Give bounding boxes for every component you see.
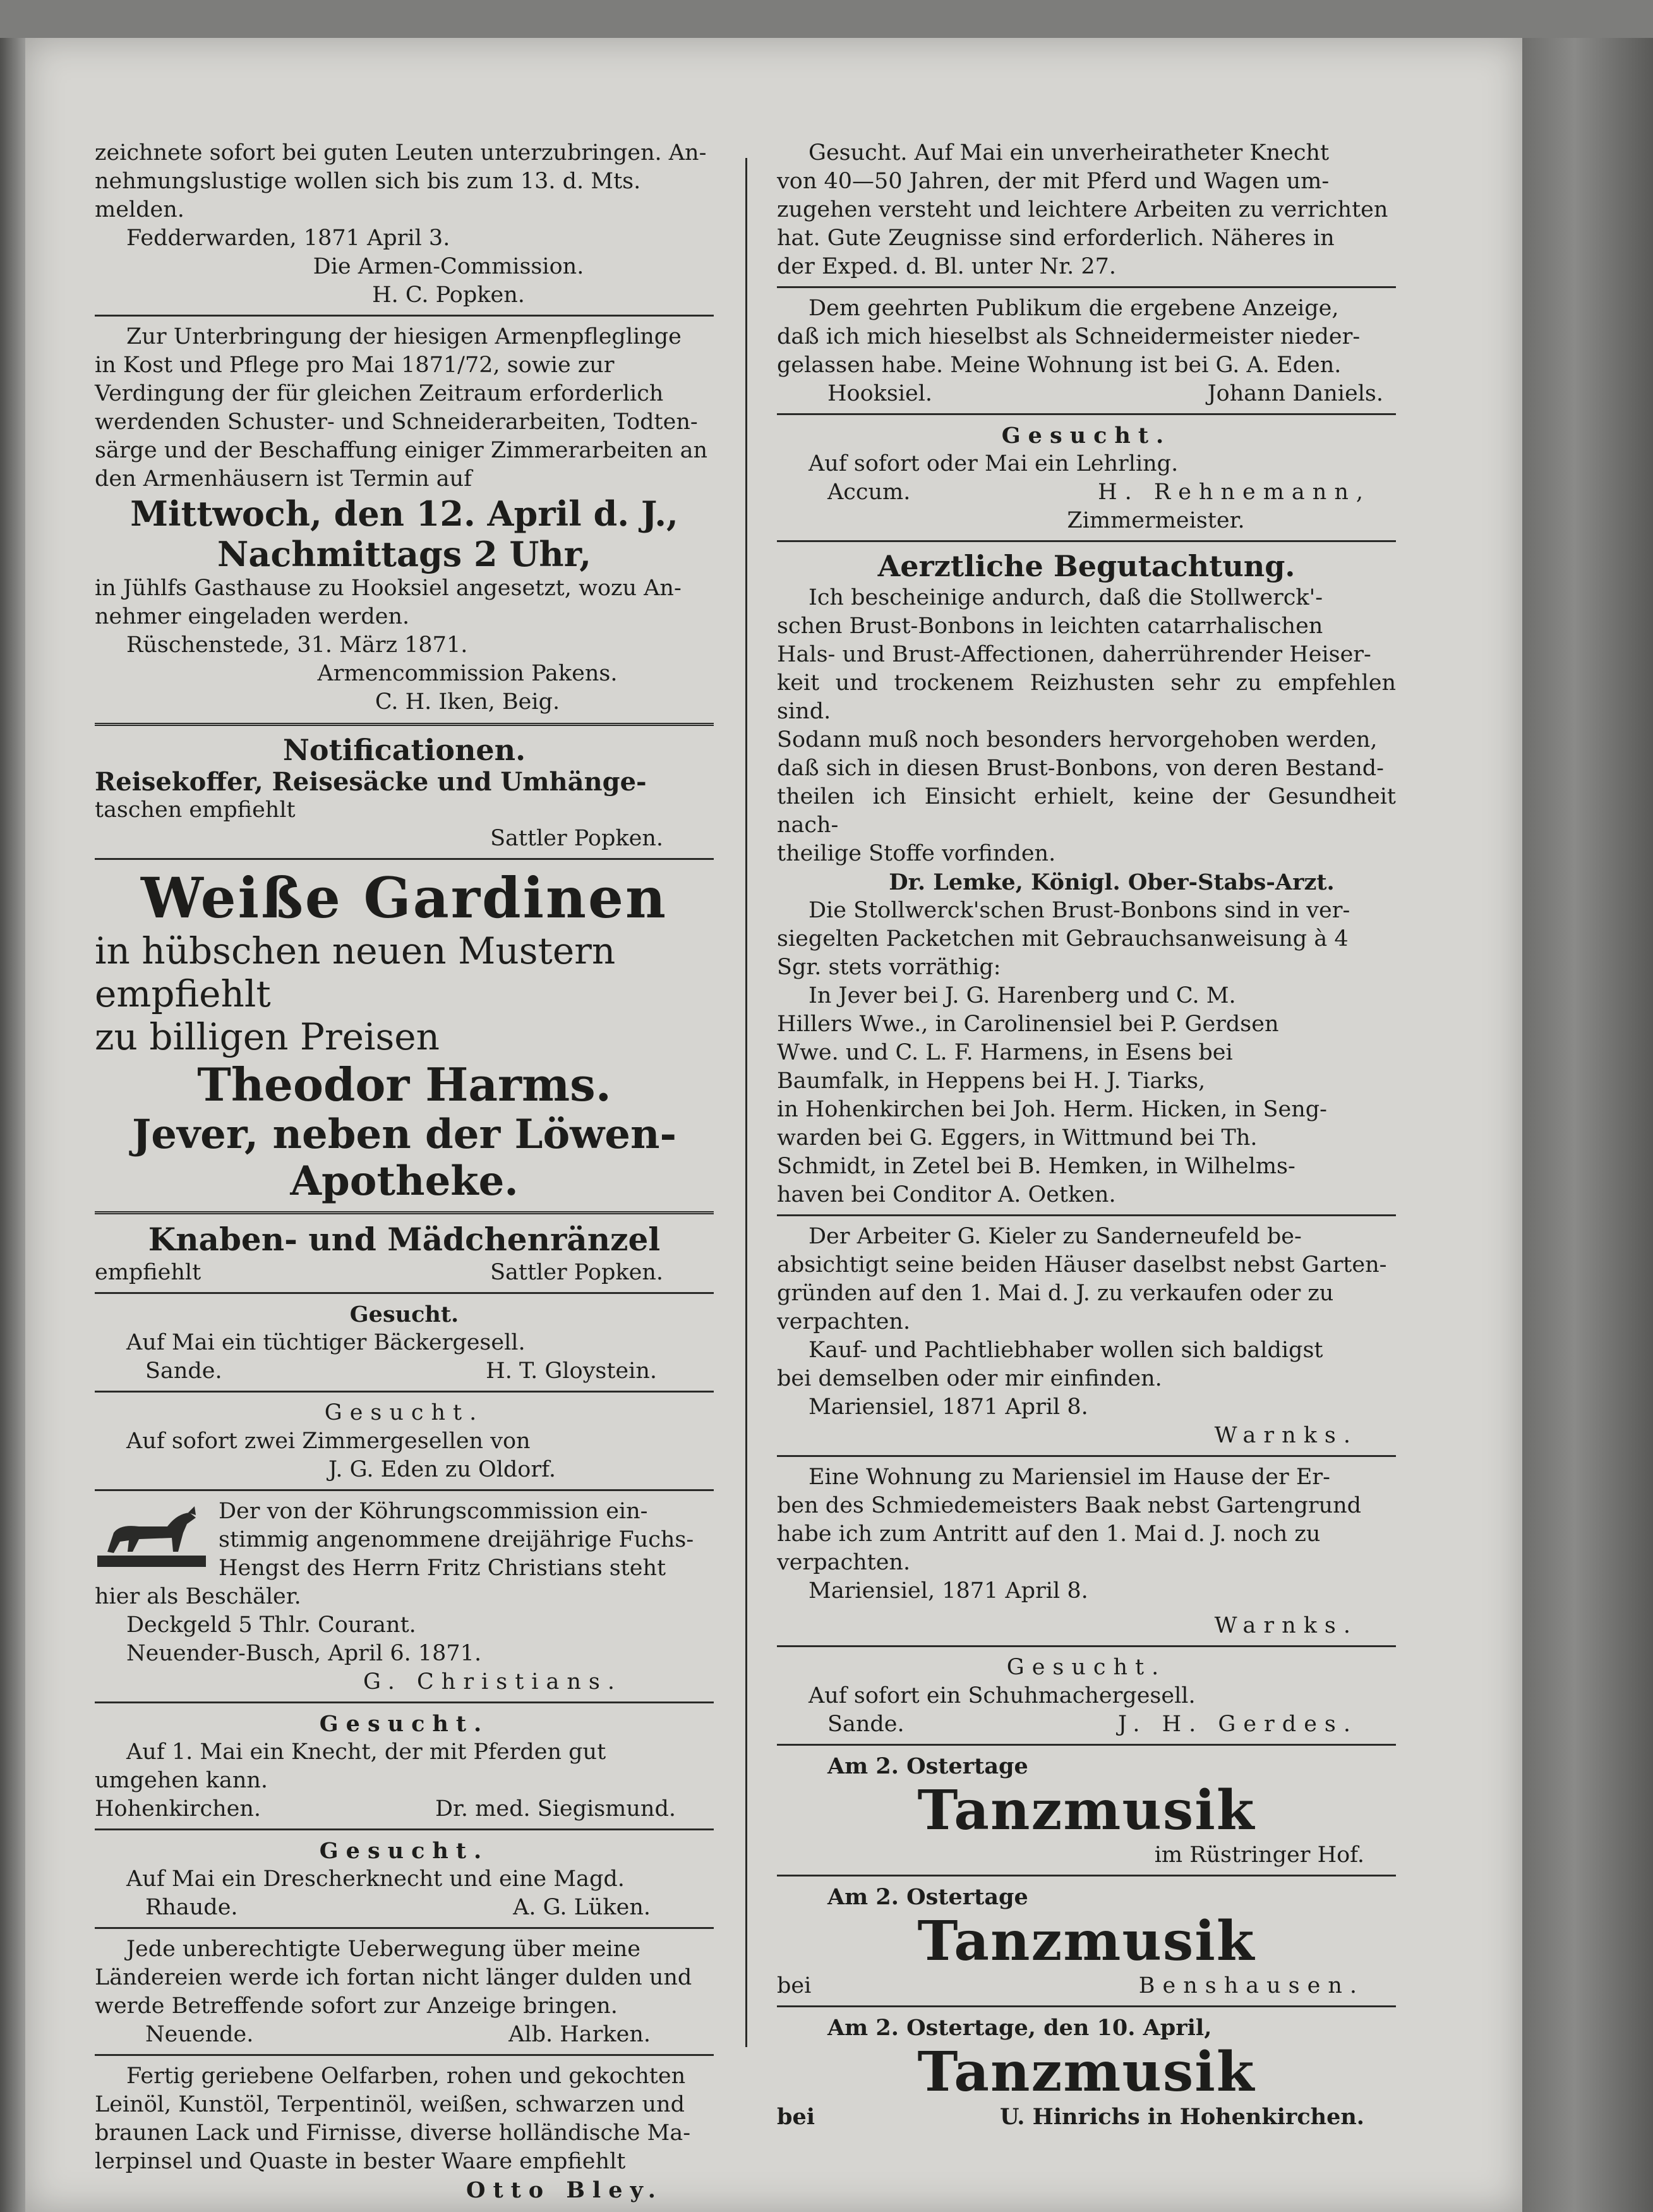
text-line: taschen empfiehlt (95, 797, 296, 823)
section-heading: Notificationen. (282, 733, 526, 767)
horse-icon (95, 1501, 208, 1571)
text-line: haven bei Conditor A. Oetken. (777, 1182, 1116, 1207)
text-line: in Hohenkirchen bei Joh. Herm. Hicken, in Seng- (777, 1097, 1328, 1122)
signature-name: G. Christians. (363, 1669, 622, 1695)
text-line: schen Brust-Bonbons in leichten catarrhalischen (777, 613, 1323, 639)
text-line: nehmer eingeladen werden. (95, 604, 410, 629)
text-line: särge und der Beschaffung einiger Zimmerarbeiten an (95, 438, 707, 463)
text-line: in Jühlfs Gasthause zu Hooksiel angesetzt, wozu An- (95, 576, 682, 601)
text-line: theilige Stoffe vorfinden. (777, 841, 1056, 866)
text-line: in Kost und Pflege pro Mai 1871/72, sowie zur (95, 353, 615, 378)
ad-knecht-gesucht (777, 139, 1396, 281)
event-title: Tanzmusik (917, 1779, 1256, 1842)
text-line: Eine Wohnung zu Mariensiel im Hause der Er- (808, 1465, 1330, 1490)
ad-tanzmusik-1 (777, 1752, 1396, 1870)
text-line: Auf sofort oder Mai ein Lehrling. (808, 451, 1179, 476)
text-line: werde Betreffende sofort zur Anzeige bringen. (95, 1993, 618, 2019)
divider (777, 1875, 1396, 1877)
text-line: daß ich mich hieselbst als Schneidermeister nieder- (777, 324, 1361, 349)
ad-baeckergesell (95, 1300, 714, 1386)
divider (95, 1927, 714, 1929)
text-line: empfiehlt (95, 1260, 201, 1285)
ad-drescherknecht (95, 1837, 714, 1922)
signature-name: Warnks. (1214, 1613, 1358, 1638)
divider (95, 1391, 714, 1393)
text-line: keit und trockenem Reizhusten sehr zu empfehlen sind. (777, 670, 1396, 724)
ad-heading: Gesucht. (1006, 1655, 1167, 1680)
signature-name: Dr. med. Siegismund. (435, 1796, 676, 1822)
place: Sande. (827, 1712, 905, 1737)
signature-name: Alb. Harken. (508, 2022, 651, 2047)
text-line: lerpinsel und Quaste in bester Waare empfiehlt (95, 2149, 626, 2174)
ad-headline: Weiße Gardinen (141, 865, 668, 931)
signature-name: A. G. Lüken. (513, 1895, 651, 1920)
text-line: Zur Unterbringung der hiesigen Armenpfleglinge (126, 324, 682, 349)
text-line: Auf sofort ein Schuhmachergesell. (808, 1683, 1196, 1708)
event-venue: im Rüstringer Hof. (1154, 1842, 1364, 1868)
divider (777, 1214, 1396, 1216)
divider (95, 1292, 714, 1294)
text-line: bei demselben oder mir einfinden. (777, 1366, 1162, 1391)
divider (95, 1701, 714, 1703)
signature-name: J. G. Eden zu Oldorf. (328, 1457, 556, 1482)
divider (777, 1744, 1396, 1746)
ad-stollwerck (777, 548, 1396, 1209)
ad-fedderwarden (95, 139, 714, 310)
signature-name: Johann Daniels. (1207, 381, 1383, 406)
text-line: gründen auf den 1. Mai d. J. zu verkaufen oder zu (777, 1281, 1334, 1306)
signature-name: Otto Bley. (466, 2177, 663, 2203)
right-column (777, 139, 1396, 2131)
divider (777, 286, 1396, 288)
ad-harken (95, 1935, 714, 2049)
divider (95, 2054, 714, 2056)
signature-name: H. T. Gloystein. (486, 1358, 657, 1384)
ad-schneidermeister (777, 294, 1396, 408)
text-line: zu billigen Preisen (95, 1015, 440, 1058)
text-line: habe ich zum Antritt auf den 1. Mai d. J. noch zu (777, 1521, 1321, 1547)
left-column (95, 139, 714, 2204)
signature-org: Die Armen-Commission. (313, 254, 584, 279)
text-line: in hübschen neuen Mustern empfiehlt (95, 929, 616, 1015)
book-spine (0, 38, 25, 2212)
text-line: hat. Gute Zeugnisse sind erforderlich. Näheres in (777, 226, 1335, 251)
text-line: warden bei G. Eggers, in Wittmund bei Th. (777, 1125, 1258, 1151)
ad-heading: Gesucht. (319, 1711, 490, 1737)
signature-name: Sattler Popken. (490, 1260, 663, 1285)
text-line: Reisekoffer, Reisesäcke und Umhänge- (95, 767, 647, 797)
ad-knecht (95, 1710, 714, 1823)
divider (777, 2005, 1396, 2007)
text-line: In Jever bei J. G. Harenberg und C. M. (808, 983, 1236, 1008)
text-line: Jede unberechtigte Ueberwegung über meine (126, 1937, 640, 1962)
ad-zimmergesellen (95, 1399, 714, 1484)
divider (777, 413, 1396, 415)
event-date: Am 2. Ostertage (827, 1884, 1028, 1910)
text-line: Sgr. stets vorräthig: (777, 955, 1001, 980)
ad-lehrling (777, 421, 1396, 535)
text-line: Baumfalk, in Heppens bei H. J. Tiarks, (777, 1068, 1206, 1094)
ad-gardinen (95, 866, 714, 1205)
event-venue: U. Hinrichs in Hohenkirchen. (999, 2104, 1364, 2130)
text-line: nehmungslustige wollen sich bis zum 13. d. Mts. (95, 169, 641, 194)
text-line: Ich bescheinige andurch, daß die Stollwerck'- (808, 585, 1323, 610)
text-line: Die Stollwerck'schen Brust-Bonbons sind in ver- (808, 898, 1350, 923)
text-line: gelassen habe. Meine Wohnung ist bei G. A. Eden. (777, 353, 1342, 378)
text-line: zeichnete sofort bei guten Leuten unterzubringen. An- (95, 140, 707, 166)
text-line: von 40—50 Jahren, der mit Pferd und Wagen um- (777, 169, 1330, 194)
page-edge (1522, 38, 1653, 2212)
ad-oelfarben (95, 2062, 714, 2204)
text-line: daß sich in diesen Brust-Bonbons, von deren Bestand- (777, 756, 1384, 781)
event-venue: Benshausen. (1138, 1973, 1364, 1998)
text-line: Auf sofort zwei Zimmergesellen von (126, 1429, 531, 1454)
ad-heading: Gesucht. (319, 1838, 490, 1864)
text-line: Auf Mai ein tüchtiger Bäckergesell. (126, 1330, 526, 1355)
text-line: Hengst des Herrn Fritz Christians steht (219, 1556, 666, 1581)
text-line: Gesucht. Auf Mai ein unverheiratheter Knecht (808, 140, 1330, 166)
place-date: Mariensiel, 1871 April 8. (808, 1578, 1088, 1604)
text-line: siegelten Packetchen mit Gebrauchsanweisung à 4 (777, 926, 1349, 952)
text-line: Hals- und Brust-Affectionen, daherrührender Heiser- (777, 642, 1371, 667)
signature-name: H. C. Popken. (372, 282, 525, 308)
text-line: melden. (95, 197, 184, 222)
event-title: Tanzmusik (917, 2040, 1256, 2104)
column-divider (745, 158, 747, 2047)
divider (777, 540, 1396, 542)
place-date: Mariensiel, 1871 April 8. (808, 1394, 1088, 1420)
ad-heading: Gesucht. (1001, 423, 1172, 449)
ad-tanzmusik-3 (777, 2014, 1396, 2131)
signature-name: Dr. Lemke, Königl. Ober-Stabs-Arzt. (889, 869, 1335, 895)
double-divider (95, 1211, 714, 1214)
text-line: Der von der Köhrungscommission ein- (219, 1499, 648, 1524)
text-line: Kauf- und Pachtliebhaber wollen sich baldigst (808, 1338, 1323, 1363)
divider (777, 1455, 1396, 1457)
text-line: bei (777, 2104, 815, 2130)
place: Neuende. (145, 2022, 254, 2047)
text-line: Verdingung der für gleichen Zeitraum erforderlich (95, 381, 664, 406)
merchant-name: Theodor Harms. (197, 1058, 611, 1111)
divider (777, 1645, 1396, 1647)
merchant-address: Jever, neben der Löwen-Apotheke. (131, 1111, 677, 1205)
text-line: werdenden Schuster- und Schneiderarbeiten, Todten- (95, 409, 698, 435)
text-line: Ländereien werde ich fortan nicht länger dulden und (95, 1965, 692, 1990)
text-line: hier als Beschäler. (95, 1584, 301, 1609)
signature-name: C. H. Iken, Beig. (375, 689, 560, 715)
ad-kieler-haeuser (777, 1223, 1396, 1450)
text-line: zugehen versteht und leichtere Arbeiten zu verrichten (777, 197, 1388, 222)
text-line: Auf Mai ein Drescherknecht und eine Magd. (126, 1866, 625, 1892)
event-title: Tanzmusik (917, 1909, 1256, 1973)
ad-headline: Aerztliche Begutachtung. (877, 549, 1295, 583)
place: Hooksiel. (827, 381, 933, 406)
ad-headline: Knaben- und Mädchenränzel (148, 1221, 661, 1258)
ad-heading: Gesucht. (349, 1302, 459, 1327)
place-date: Neuender-Busch, April 6. 1871. (126, 1641, 482, 1666)
text-line: braunen Lack und Firnisse, diverse holländische Ma- (95, 2120, 691, 2146)
text-line: umgehen kann. (95, 1768, 268, 1793)
double-divider (95, 723, 714, 726)
event-date: Am 2. Ostertage, den 10. April, (827, 2015, 1212, 2041)
ad-tanzmusik-2 (777, 1883, 1396, 2000)
place: Accum. (827, 480, 911, 505)
text-line: Auf 1. Mai ein Knecht, der mit Pferden gut (126, 1739, 606, 1765)
text-line: Wwe. und C. L. F. Harmens, in Esens bei (777, 1040, 1233, 1065)
ad-armenpflege (95, 323, 714, 716)
signature-name: J. H. Gerdes. (1118, 1712, 1358, 1737)
meeting-date: Mittwoch, den 12. April d. J., (130, 493, 678, 534)
text-line: absichtigt seine beiden Häuser daselbst nebst Garten- (777, 1252, 1387, 1278)
text-line: Dem geehrten Publikum die ergebene Anzeige, (808, 296, 1339, 321)
text-line: Der Arbeiter G. Kieler zu Sanderneufeld be- (808, 1224, 1302, 1249)
text-line: verpachten. (777, 1309, 911, 1334)
signature-name: H. Rehnemann, (1098, 480, 1371, 505)
divider (95, 1489, 714, 1491)
text-line: Deckgeld 5 Thlr. Courant. (126, 1612, 416, 1638)
divider (95, 315, 714, 317)
place: Sande. (145, 1358, 222, 1384)
text-line: Hillers Wwe., in Carolinensiel bei P. Gerdsen (777, 1012, 1279, 1037)
divider (95, 1828, 714, 1830)
ad-heading: Gesucht. (324, 1400, 484, 1425)
ad-reisekoffer (95, 768, 714, 853)
signature-title: Zimmermeister. (1067, 508, 1245, 533)
event-date: Am 2. Ostertage (827, 1753, 1028, 1779)
text-line: der Exped. d. Bl. unter Nr. 27. (777, 254, 1116, 279)
text-line: den Armenhäusern ist Termin auf (95, 466, 472, 492)
text-line: theilen ich Einsicht erhielt, keine der Gesundheit nach- (777, 784, 1396, 838)
text-line: bei (777, 1973, 812, 1998)
place: Rhaude. (145, 1895, 238, 1920)
text-line: verpachten. (777, 1550, 911, 1575)
place-date: Fedderwarden, 1871 April 3. (126, 226, 450, 251)
text-line: Sodann muß noch besonders hervorgehoben werden, (777, 727, 1378, 752)
signature-org: Armencommission Pakens. (317, 661, 618, 686)
divider (95, 858, 714, 860)
signature-name: Warnks. (1214, 1423, 1358, 1448)
place: Hohenkirchen. (95, 1796, 261, 1822)
text-line: Fertig geriebene Oelfarben, rohen und gekochten (126, 2064, 686, 2089)
text-line: stimmig angenommene dreijährige Fuchs- (219, 1527, 694, 1552)
signature-name: Sattler Popken. (490, 826, 663, 851)
ad-wohnung (777, 1463, 1396, 1640)
ad-hengst (95, 1497, 714, 1696)
ad-raenzel (95, 1221, 714, 1287)
text-line: ben des Schmiedemeisters Baak nebst Gartengrund (777, 1493, 1362, 1518)
meeting-time: Nachmittags 2 Uhr, (217, 534, 592, 574)
ad-schuhmacher (777, 1653, 1396, 1739)
text-line: Schmidt, in Zetel bei B. Hemken, in Wilhelms- (777, 1154, 1295, 1179)
place-date: Rüschenstede, 31. März 1871. (126, 632, 468, 658)
text-line: Leinöl, Kunstöl, Terpentinöl, weißen, schwarzen und (95, 2092, 685, 2117)
